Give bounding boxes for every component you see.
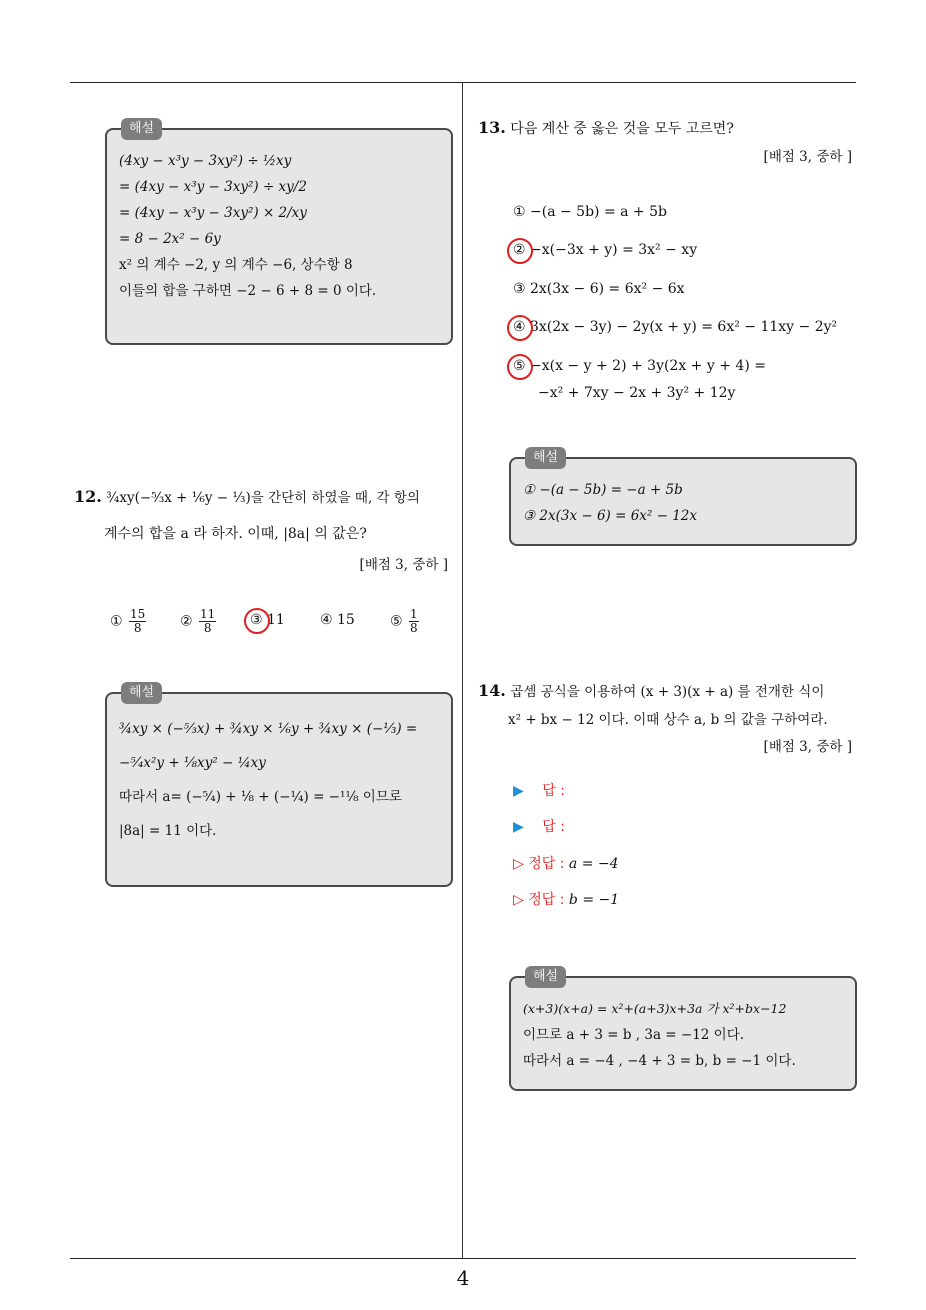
question-14 [478, 677, 863, 734]
solution-line: ③ 2x(3x − 6) = 6x² − 12x [523, 508, 698, 524]
column-divider [462, 83, 463, 1258]
question-text: x² + bx − 12 이다. 이때 상수 a, b 의 값을 구하여라. [508, 712, 828, 728]
option-4[interactable]: ④ 15 [320, 612, 355, 628]
question-13 [478, 114, 858, 143]
option-2[interactable]: ② $\frac{11}{8}$ [180, 607, 216, 635]
question-meta: [배점 3, 중하 ] [359, 557, 448, 573]
bottom-rule [70, 1258, 856, 1259]
solution-box-11 [105, 121, 453, 345]
solution-tag: 해설 [525, 447, 566, 469]
solution-line: = 8 − 2x² − 6y [119, 231, 221, 247]
question-number: 12. [74, 487, 102, 506]
question-meta: [배점 3, 중하 ] [763, 149, 852, 165]
solution-line: 이들의 합을 구하면 −2 − 6 + 8 = 0 이다. [119, 283, 377, 299]
answer-circle-mark: ③ [250, 612, 263, 628]
solution-line: ¾xy × (−⁵⁄₃x) + ¾xy × ⅙y + ¾xy × (−⅓) = [119, 721, 418, 737]
answer-label: 답 : [542, 783, 565, 799]
answer-arrow-icon: ▶ [513, 819, 524, 835]
solution-line: 따라서 a = −4 , −4 + 3 = b, b = −1 이다. [523, 1053, 796, 1069]
question-number: 13. [478, 118, 506, 137]
question-text: ¾xy(−⁵⁄₃x + ⅙y − ⅓)을 간단히 하였을 때, 각 항의 [106, 490, 420, 506]
question-text: 다음 계산 중 옳은 것을 모두 고르면? [510, 121, 734, 137]
solution-tag: 해설 [121, 682, 162, 704]
option-5[interactable]: ⑤ $\frac{1}{8}$ [390, 607, 418, 635]
question-text: 곱셈 공식을 이용하여 (x + 3)(x + a) 를 전개한 식이 [510, 684, 825, 700]
solution-line: |8a| = 11 이다. [119, 823, 217, 839]
top-rule [70, 82, 856, 83]
question-text: 계수의 합을 a 라 하자. 이때, |8a| 의 값은? [104, 526, 367, 542]
solution-tag: 해설 [525, 966, 566, 988]
question-12 [74, 483, 454, 548]
correct-answer-2 [513, 889, 619, 909]
correct-answer-1 [513, 853, 619, 873]
solution-line: ① −(a − 5b) = −a + 5b [523, 482, 683, 498]
answer-circle-mark [513, 319, 837, 335]
solution-line: (4xy − x³y − 3xy²) ÷ ½xy [119, 153, 292, 169]
solution-box-14 [509, 969, 857, 1091]
option-2[interactable] [513, 242, 697, 258]
correct-value: b = −1 [568, 892, 620, 908]
option-text: ④ 3x(2x − 3y) − 2y(x + y) = 6x² − 11xy − 2y² [513, 319, 838, 335]
solution-box-12 [105, 685, 453, 887]
option-text: ① −(a − 5b) = a + 5b [513, 204, 667, 220]
correct-label: 정답 : [528, 856, 565, 872]
fraction: $\frac{1}{8}$ [410, 607, 418, 635]
answer-label: 답 : [542, 819, 565, 835]
option-text: ② −x(−3x + y) = 3x² − xy [513, 242, 698, 258]
option-3[interactable]: ③ 11 [250, 612, 285, 628]
correct-label: 정답 : [528, 892, 565, 908]
answer-row-2 [513, 816, 565, 836]
solution-line: 이므로 a + 3 = b , 3a = −12 이다. [523, 1027, 745, 1043]
solution-line: 따라서 a= (−⁵⁄₄) + ⅛ + (−¼) = −¹¹⁄₈ 이므로 [119, 789, 402, 805]
question-meta: [배점 3, 중하 ] [763, 739, 852, 755]
correct-arrow-icon: ▷ [513, 892, 524, 908]
option-3[interactable] [513, 281, 685, 297]
answer-circle-mark [513, 358, 766, 374]
option-1[interactable]: ① $\frac{15}{8}$ [110, 607, 146, 635]
option-4[interactable] [513, 319, 837, 335]
solution-line: (x+3)(x+a) = x²+(a+3)x+3a 가 x²+bx−12 [523, 1001, 787, 1016]
solution-line: = (4xy − x³y − 3xy²) ÷ xy/2 [119, 179, 307, 195]
option-text: ⑤ −x(x − y + 2) + 3y(2x + y + 4) = [513, 358, 766, 374]
answer-arrow-icon: ▶ [513, 783, 524, 799]
solution-box-13 [509, 450, 857, 546]
page-number: 4 [456, 1266, 470, 1290]
answer-circle-mark [513, 242, 697, 258]
solution-line: = (4xy − x³y − 3xy²) × 2/xy [119, 205, 307, 221]
correct-value: a = −4 [568, 856, 619, 872]
option-text: ③ 2x(3x − 6) = 6x² − 6x [513, 281, 685, 297]
solution-line: −⁵⁄₄x²y + ⅛xy² − ¼xy [119, 755, 266, 771]
fraction: $\frac{11}{8}$ [200, 607, 216, 635]
correct-arrow-icon: ▷ [513, 856, 524, 872]
solution-tag: 해설 [121, 118, 162, 140]
fraction: $\frac{15}{8}$ [130, 607, 146, 635]
question-number: 14. [478, 681, 506, 700]
option-5[interactable] [513, 358, 766, 374]
option-5-continuation: −x² + 7xy − 2x + 3y² + 12y [538, 385, 736, 401]
option-1[interactable] [513, 204, 667, 220]
solution-line: x² 의 계수 −2, y 의 계수 −6, 상수항 8 [119, 257, 353, 273]
answer-row-1 [513, 780, 565, 800]
